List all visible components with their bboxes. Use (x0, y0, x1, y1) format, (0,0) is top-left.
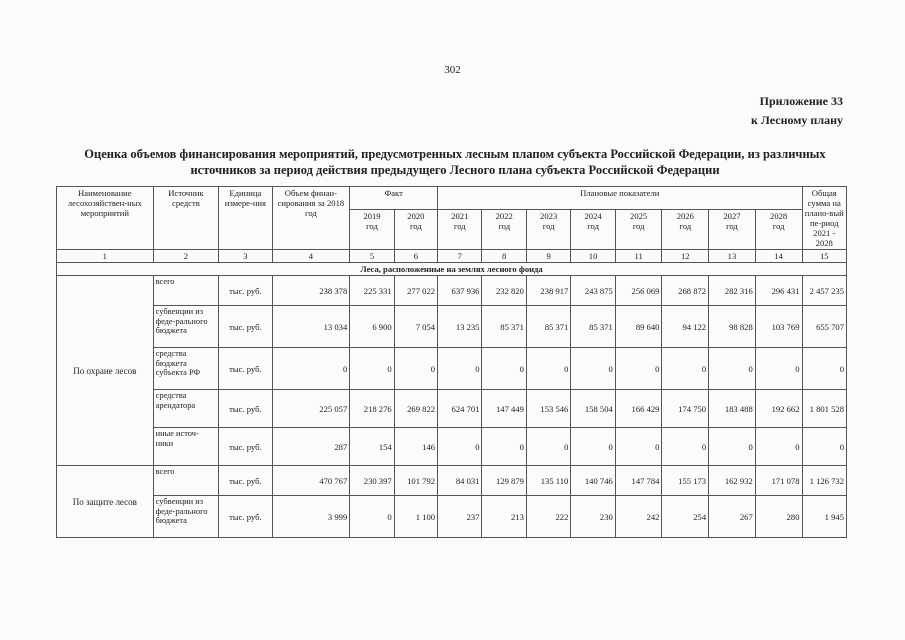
value-cell: 155 173 (662, 466, 709, 496)
table-row (57, 348, 847, 390)
value-cell: 1 100 (394, 496, 437, 538)
value-cell: 282 316 (709, 276, 756, 306)
value-cell: 0 (526, 428, 570, 466)
value-cell: 238 917 (526, 276, 570, 306)
value-cell: 0 (438, 428, 482, 466)
header-year-2027 (709, 209, 756, 249)
column-number: 12 (662, 250, 709, 263)
value-cell: 470 767 (272, 466, 350, 496)
value-cell: 0 (350, 496, 394, 538)
table-row (57, 276, 847, 306)
value-cell: 267 (709, 496, 756, 538)
appendix-label (751, 92, 843, 130)
unit-cell: тыс. руб. (219, 276, 272, 306)
value-cell: 192 662 (755, 390, 802, 428)
year-suffix: год (726, 220, 738, 231)
header-year-2025 (615, 209, 662, 249)
value-cell: 0 (615, 348, 662, 390)
header-year-2022 (482, 209, 526, 249)
title-line-1: Оценка объемов финансирования мероприятий, предусмотренных лесным плапом субъекта Российской Федерации, из различных (84, 147, 826, 161)
value-cell: 238 378 (272, 276, 350, 306)
header-row (57, 187, 847, 210)
column-number: 13 (709, 250, 756, 263)
value-cell: 85 371 (526, 306, 570, 348)
unit-cell: тыс. руб. (219, 428, 272, 466)
value-cell: 230 397 (350, 466, 394, 496)
value-cell: 277 022 (394, 276, 437, 306)
column-number-row (57, 250, 847, 263)
funding-source: средства бюджета субъекта РФ (153, 348, 219, 390)
value-cell: 0 (394, 348, 437, 390)
header-source: Источник средств (153, 187, 219, 250)
column-number: 11 (615, 250, 662, 263)
value-cell: 243 875 (571, 276, 615, 306)
activity-name: По защите лесов (57, 466, 154, 538)
unit-cell: тыс. руб. (219, 466, 272, 496)
header-year-2021 (438, 209, 482, 249)
value-cell: 0 (755, 428, 802, 466)
value-cell: 0 (615, 428, 662, 466)
appendix-line-1: Приложение 33 (759, 94, 843, 108)
year-label: 2021 (451, 210, 469, 221)
section-row (57, 263, 847, 276)
column-number: 15 (802, 250, 847, 263)
header-volume-2018: Объем финан-сирования за 2018 год (272, 187, 350, 250)
value-cell: 0 (482, 428, 526, 466)
year-label: 2026 (676, 210, 694, 221)
total-cell: 1 945 (802, 496, 847, 538)
header-year-2024 (571, 209, 615, 249)
funding-source: средства арендатора (153, 390, 219, 428)
column-number: 1 (57, 250, 154, 263)
value-cell: 101 792 (394, 466, 437, 496)
value-cell: 0 (272, 348, 350, 390)
value-cell: 3 999 (272, 496, 350, 538)
value-cell: 158 504 (571, 390, 615, 428)
unit-cell: тыс. руб. (219, 306, 272, 348)
header-total: Общая сумма на плано-вый пе-риод 2021 - 2028 (802, 187, 847, 250)
year-suffix: год (587, 220, 599, 231)
value-cell: 232 820 (482, 276, 526, 306)
year-label: 2025 (630, 210, 648, 221)
total-cell: 1 801 528 (802, 390, 847, 428)
value-cell: 13 235 (438, 306, 482, 348)
year-label: 2022 (495, 210, 513, 221)
value-cell: 637 936 (438, 276, 482, 306)
value-cell: 0 (709, 428, 756, 466)
value-cell: 296 431 (755, 276, 802, 306)
funding-source: субвенции из феде-рального бюджета (153, 496, 219, 538)
value-cell: 174 750 (662, 390, 709, 428)
table-row (57, 306, 847, 348)
total-cell: 1 126 732 (802, 466, 847, 496)
header-year-2019 (350, 209, 394, 249)
page-number: 302 (444, 64, 461, 76)
year-label: 2020 (407, 210, 425, 221)
title-line-2: источников за период действия предыдущего Лесного плана субъекта Российской Федерации (190, 163, 720, 177)
value-cell: 6 900 (350, 306, 394, 348)
total-cell: 2 457 235 (802, 276, 847, 306)
value-cell: 242 (615, 496, 662, 538)
value-cell: 166 429 (615, 390, 662, 428)
value-cell: 0 (438, 348, 482, 390)
column-number: 7 (438, 250, 482, 263)
value-cell: 256 069 (615, 276, 662, 306)
value-cell: 162 932 (709, 466, 756, 496)
year-label: 2027 (723, 210, 741, 221)
year-suffix: год (366, 220, 378, 231)
value-cell: 147 784 (615, 466, 662, 496)
value-cell: 0 (526, 348, 570, 390)
header-unit: Единица измере-ния (219, 187, 272, 250)
value-cell: 7 054 (394, 306, 437, 348)
header-year-2026 (662, 209, 709, 249)
year-suffix: год (498, 220, 511, 231)
header-year-2023 (526, 209, 570, 249)
year-label: 2019 (363, 210, 381, 221)
column-number: 5 (350, 250, 394, 263)
value-cell: 147 449 (482, 390, 526, 428)
unit-cell: тыс. руб. (219, 496, 272, 538)
value-cell: 225 331 (350, 276, 394, 306)
year-label: 2024 (584, 210, 602, 221)
total-cell: 0 (802, 348, 847, 390)
value-cell: 0 (709, 348, 756, 390)
table-row (57, 390, 847, 428)
activity-name: По охране лесов (57, 276, 154, 466)
funding-source: всего (153, 466, 219, 496)
column-number: 8 (482, 250, 526, 263)
value-cell: 218 276 (350, 390, 394, 428)
value-cell: 268 872 (662, 276, 709, 306)
total-cell: 655 707 (802, 306, 847, 348)
funding-source: субвенции из феде-рального бюджета (153, 306, 219, 348)
value-cell: 0 (350, 348, 394, 390)
year-suffix: год (542, 220, 555, 231)
header-year-2020 (394, 209, 437, 249)
value-cell: 230 (571, 496, 615, 538)
column-number: 14 (755, 250, 802, 263)
value-cell: 84 031 (438, 466, 482, 496)
value-cell: 624 701 (438, 390, 482, 428)
appendix-line-2: к Лесному плану (751, 113, 843, 127)
value-cell: 171 078 (755, 466, 802, 496)
column-number: 10 (571, 250, 615, 263)
year-suffix: год (632, 220, 645, 231)
value-cell: 85 371 (571, 306, 615, 348)
value-cell: 237 (438, 496, 482, 538)
funding-source: иные источ-ники (153, 428, 219, 466)
value-cell: 222 (526, 496, 570, 538)
header-year-2028 (755, 209, 802, 249)
year-suffix: год (410, 220, 422, 231)
value-cell: 254 (662, 496, 709, 538)
header-activity: Наименование лесохозяйствен-ных мероприятий (57, 187, 154, 250)
header-plan: Плановые показатели (438, 187, 802, 210)
value-cell: 0 (755, 348, 802, 390)
column-number: 6 (394, 250, 437, 263)
value-cell: 183 488 (709, 390, 756, 428)
value-cell: 0 (662, 348, 709, 390)
year-suffix: год (453, 220, 466, 231)
value-cell: 225 057 (272, 390, 350, 428)
column-number: 2 (153, 250, 219, 263)
value-cell: 94 122 (662, 306, 709, 348)
value-cell: 0 (482, 348, 526, 390)
value-cell: 85 371 (482, 306, 526, 348)
value-cell: 135 110 (526, 466, 570, 496)
year-label: 2023 (540, 210, 558, 221)
value-cell: 146 (394, 428, 437, 466)
value-cell: 213 (482, 496, 526, 538)
year-suffix: год (772, 220, 785, 231)
total-cell: 0 (802, 428, 847, 466)
value-cell: 0 (662, 428, 709, 466)
value-cell: 98 828 (709, 306, 756, 348)
value-cell: 287 (272, 428, 350, 466)
value-cell: 129 879 (482, 466, 526, 496)
column-number: 3 (219, 250, 272, 263)
document-title (60, 146, 850, 178)
value-cell: 154 (350, 428, 394, 466)
header-fact: Факт (350, 187, 438, 210)
value-cell: 0 (571, 348, 615, 390)
table-row (57, 496, 847, 538)
table-row (57, 466, 847, 496)
value-cell: 89 640 (615, 306, 662, 348)
column-number: 4 (272, 250, 350, 263)
value-cell: 140 746 (571, 466, 615, 496)
funding-source: всего (153, 276, 219, 306)
value-cell: 0 (571, 428, 615, 466)
section-title: Леса, расположенные на землях лесного фонда (57, 263, 847, 276)
year-suffix: год (679, 220, 692, 231)
unit-cell: тыс. руб. (219, 390, 272, 428)
unit-cell: тыс. руб. (219, 348, 272, 390)
financing-table (56, 186, 847, 538)
value-cell: 13 034 (272, 306, 350, 348)
value-cell: 103 769 (755, 306, 802, 348)
table-row (57, 428, 847, 466)
value-cell: 280 (755, 496, 802, 538)
year-label: 2028 (770, 210, 788, 221)
column-number: 9 (526, 250, 570, 263)
value-cell: 269 822 (394, 390, 437, 428)
value-cell: 153 546 (526, 390, 570, 428)
